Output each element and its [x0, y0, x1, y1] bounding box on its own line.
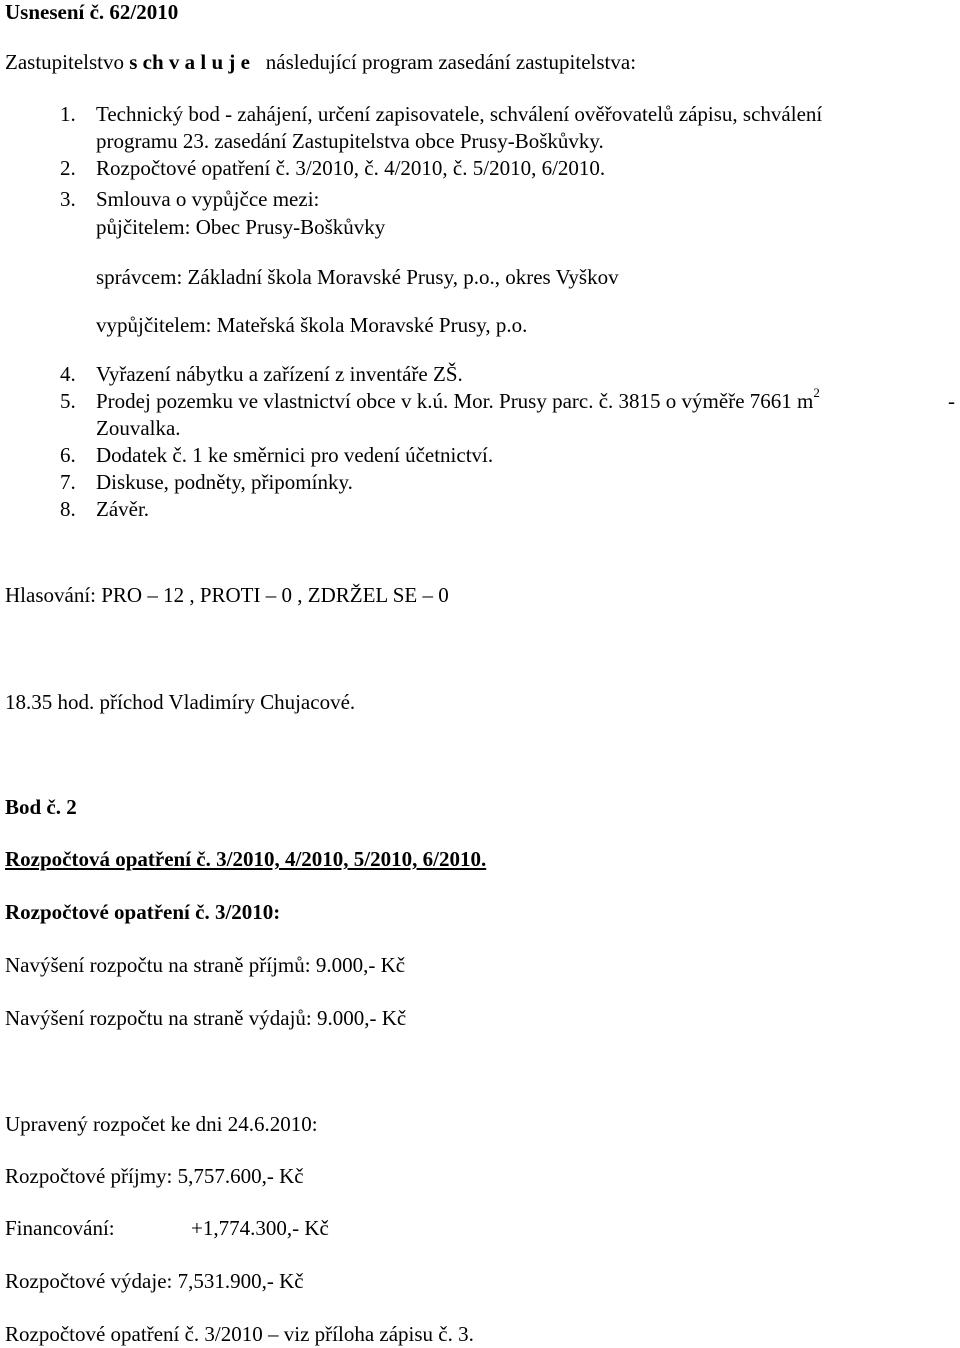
item-text [96, 385, 820, 413]
expense-increase: Navýšení rozpočtu na straně výdajů: 9.000,- Kč [5, 1006, 407, 1030]
item-number: 8. [60, 497, 76, 521]
financing-value: +1,774.300,- Kč [191, 1216, 329, 1240]
item-number: 5. [60, 389, 76, 413]
item-text: správcem: Základní škola Moravské Prusy, p.o., okres Vyškov [96, 265, 619, 289]
item-text: Vyřazení nábytku a zařízení z inventáře ZŠ. [96, 362, 463, 386]
item-number: 3. [60, 187, 76, 211]
item-text: Diskuse, podněty, připomínky. [96, 470, 353, 494]
intro-line [5, 50, 636, 74]
intro-prefix: Zastupitelstvo [5, 50, 124, 74]
item-text: půjčitelem: Obec Prusy-Boškůvky [96, 215, 386, 239]
item-text: Zouvalka. [96, 416, 181, 440]
item-text: Technický bod - zahájení, určení zapisovatele, schválení ověřovatelů zápisu, schválení [96, 102, 823, 126]
bod-title: Rozpočtová opatření č. 3/2010, 4/2010, 5/2010, 6/2010. [5, 847, 487, 871]
intro-suffix: následující program zasedání zastupitelstva: [265, 50, 637, 74]
item-text: Rozpočtové opatření č. 3/2010, č. 4/2010, č. 5/2010, 6/2010. [96, 156, 606, 180]
budget-expenses: Rozpočtové výdaje: 7,531.900,- Kč [5, 1269, 304, 1293]
budget-measure-title: Rozpočtové opatření č. 3/2010: [5, 900, 281, 924]
item-text-main: Prodej pozemku ve vlastnictví obce v k.ú. Mor. Prusy parc. č. 3815 o výměře 7661 m [96, 389, 814, 413]
financing-label: Financování: [5, 1216, 115, 1240]
item-text: Dodatek č. 1 ke směrnici pro vedení účetnictví. [96, 443, 494, 467]
vote-result: Hlasování: PRO – 12 , PROTI – 0 , ZDRŽEL SE – 0 [5, 583, 449, 607]
item-text: programu 23. zasedání Zastupitelstva obce Prusy-Boškůvky. [96, 129, 604, 153]
attachment-reference: Rozpočtové opatření č. 3/2010 – viz příloha zápisu č. 3. [5, 1322, 474, 1346]
financing-line [5, 1216, 329, 1240]
item-text: vypůjčitelem: Mateřská škola Moravské Prusy, p.o. [96, 313, 528, 337]
item-number: 2. [60, 156, 76, 180]
item-number: 1. [60, 102, 76, 126]
item-number: 4. [60, 362, 76, 386]
item-text: Závěr. [96, 497, 150, 521]
intro-verb: s ch v a l u j e [129, 50, 250, 74]
budget-income: Rozpočtové příjmy: 5,757.600,- Kč [5, 1164, 304, 1188]
superscript: 2 [813, 385, 820, 400]
item-dash: - [948, 389, 955, 413]
bod-heading: Bod č. 2 [5, 795, 77, 819]
income-increase: Navýšení rozpočtu na straně příjmů: 9.000,- Kč [5, 953, 406, 977]
resolution-heading: Usnesení č. 62/2010 [5, 0, 179, 24]
adjusted-budget-heading: Upravený rozpočet ke dni 24.6.2010: [5, 1112, 318, 1136]
item-number: 6. [60, 443, 76, 467]
item-text: Smlouva o vypůjčce mezi: [96, 187, 320, 211]
item-number: 7. [60, 470, 76, 494]
arrival-note: 18.35 hod. příchod Vladimíry Chujacové. [5, 690, 356, 714]
